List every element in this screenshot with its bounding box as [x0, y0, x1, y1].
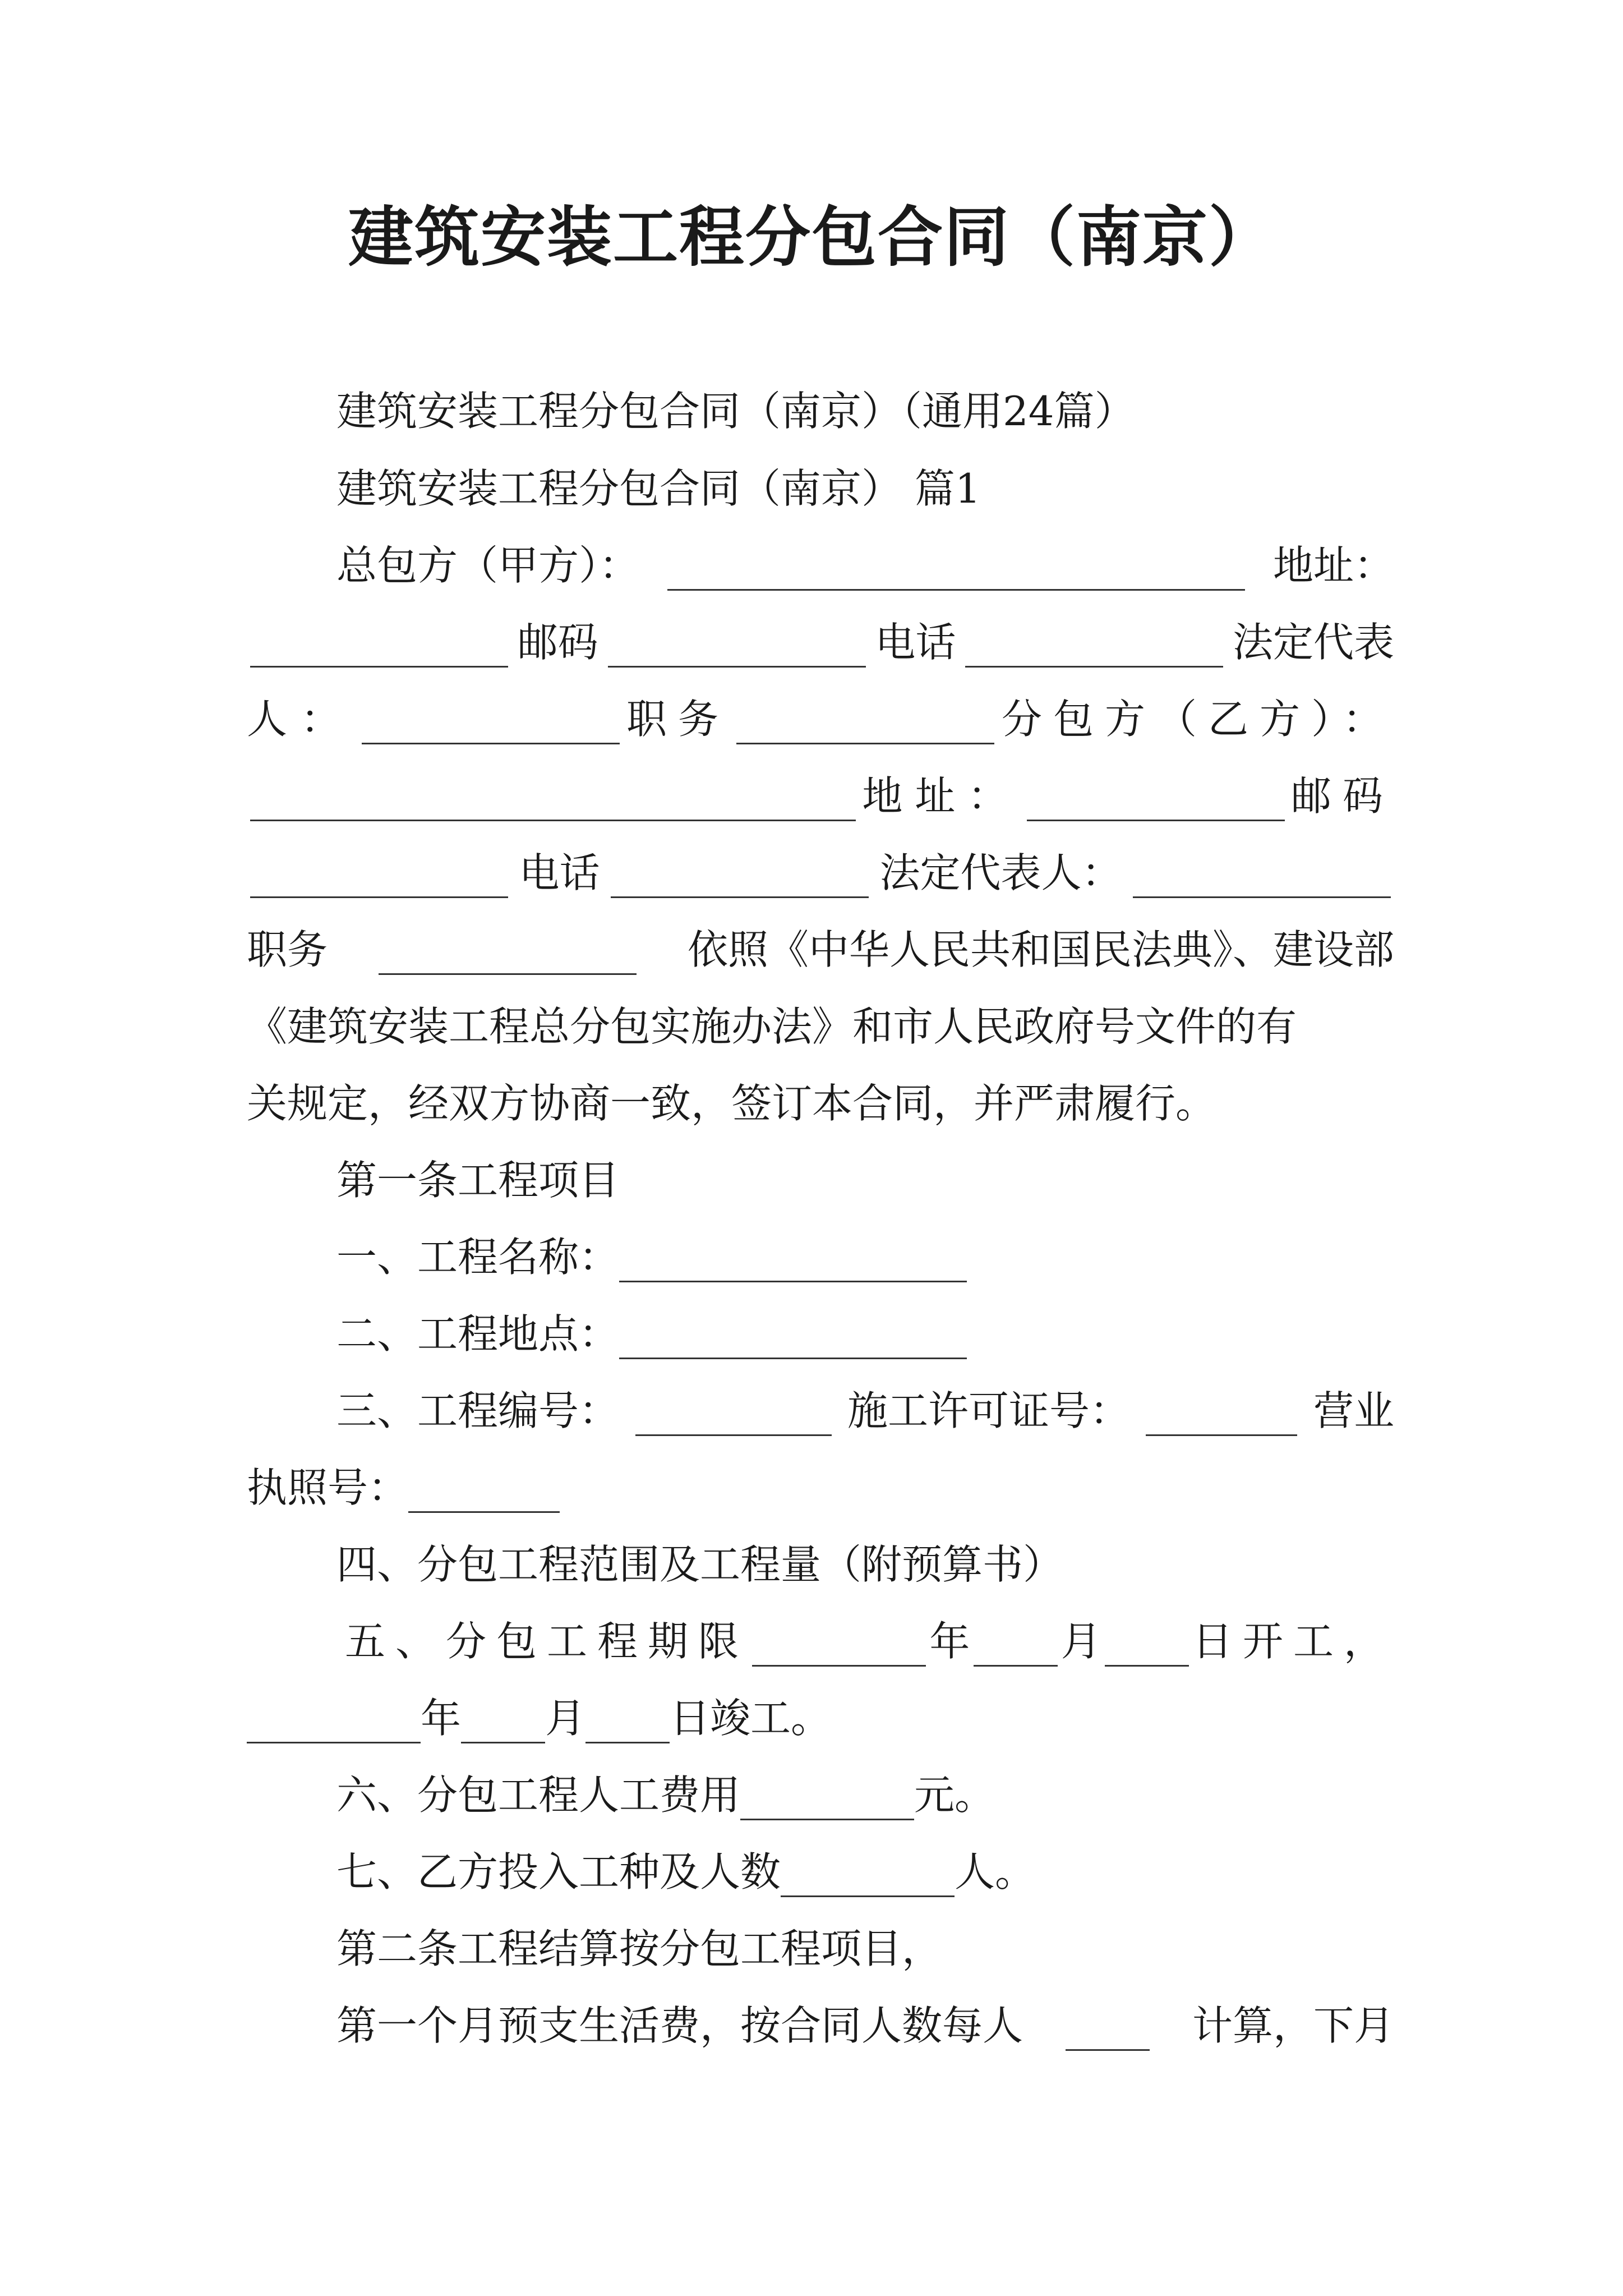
- completion-line: [247, 1693, 831, 1743]
- party-a-label: 总包方（甲方）：: [336, 542, 640, 589]
- party-a-line: [336, 540, 1394, 591]
- party-a-rep-field[interactable]: [362, 703, 620, 744]
- end-month-label: 月: [545, 1695, 586, 1742]
- party-b-address-label: 地址：: [862, 772, 1021, 820]
- labor-cost-line: [336, 1770, 995, 1820]
- project-number-line: [336, 1386, 1394, 1436]
- document-title: 建筑安装工程分包合同（南京）: [348, 199, 1275, 275]
- period-line: [345, 1616, 1394, 1667]
- legal-basis-text-3: 关规定，经双方协商一致，签订本合同，并严肃履行。: [247, 1080, 1216, 1127]
- labor-cost-field[interactable]: [740, 1779, 914, 1820]
- project-location-field[interactable]: [619, 1318, 967, 1359]
- scope-line: 四、分包工程范围及工程量（附预算书）: [336, 1541, 1064, 1588]
- start-month-label: 月: [1061, 1618, 1101, 1665]
- party-b-contact-line: [247, 848, 1394, 898]
- legal-basis-text-cont: [247, 1001, 1394, 1052]
- business-license-line: [247, 1462, 560, 1513]
- party-b-label: 分包方（乙方）：: [1001, 696, 1394, 743]
- legal-basis-text-2: 《建筑安装工程总分包实施办法》和市人民政府号文件的有: [247, 1003, 1297, 1050]
- phone-label: 电话: [875, 619, 956, 666]
- postcode-label: 邮码: [517, 619, 598, 666]
- party-a-rep-line: [247, 694, 1394, 744]
- living-expense-field[interactable]: [1066, 2010, 1150, 2051]
- party-a-address-field[interactable]: [250, 627, 508, 668]
- party-b-phone-label: 电话: [519, 849, 600, 896]
- article-2-heading: 第二条工程结算按分包工程项目，: [336, 1925, 943, 1972]
- party-a-position-field[interactable]: [736, 703, 994, 744]
- business-license-label: 营业: [1313, 1387, 1394, 1434]
- position-label: 职务: [626, 696, 730, 743]
- workers-field[interactable]: [781, 1856, 955, 1897]
- workers-line: [336, 1847, 1035, 1897]
- party-a-phone-field[interactable]: [965, 627, 1223, 668]
- start-year-label: 年: [929, 1618, 970, 1665]
- end-month-field[interactable]: [461, 1703, 545, 1743]
- permit-number-label: 施工许可证号：: [847, 1387, 1130, 1434]
- legal-rep-label-cont: 人：: [247, 696, 355, 743]
- address-label: 地址：: [1272, 542, 1394, 589]
- workers-label: 七、乙方投入工种及人数: [336, 1848, 781, 1895]
- start-day-label: 日开工，: [1192, 1618, 1394, 1665]
- legal-basis-text: 依照《中华人民共和国民法典》、建设部: [687, 926, 1394, 973]
- legal-rep-label: 法定代表: [1232, 619, 1394, 666]
- end-year-label: 年: [421, 1695, 462, 1742]
- party-a-name-field[interactable]: [667, 550, 1245, 591]
- business-license-field[interactable]: [408, 1472, 560, 1513]
- party-b-address-line: [247, 771, 1394, 821]
- project-name-label: 一、工程名称：: [336, 1234, 620, 1281]
- party-a-contact-line: [247, 617, 1394, 668]
- start-year-field[interactable]: [752, 1626, 926, 1667]
- legal-basis-line: [247, 924, 1394, 975]
- start-month-field[interactable]: [974, 1626, 1058, 1667]
- section-heading: 建筑安装工程分包合同（南京） 篇1: [336, 465, 981, 512]
- party-b-postcode-field[interactable]: [250, 857, 508, 898]
- end-year-field[interactable]: [247, 1703, 421, 1743]
- living-expense-text: 第一个月预支生活费，按合同人数每人: [336, 2002, 1023, 2049]
- living-expense-text-2: 计算，下月: [1192, 2002, 1394, 2049]
- collection-title: 建筑安装工程分包合同（南京）（通用24篇）: [336, 388, 1135, 435]
- labor-cost-label: 六、分包工程人工费用: [336, 1772, 741, 1819]
- business-license-label-cont: 执照号：: [247, 1464, 409, 1511]
- project-name-field[interactable]: [619, 1241, 967, 1282]
- party-b-position-label: 职务: [247, 926, 328, 973]
- party-b-name-field[interactable]: [250, 780, 856, 821]
- party-b-legal-rep-label: 法定代表人：: [879, 849, 1122, 896]
- workers-unit: 人。: [955, 1848, 1036, 1895]
- period-label: 五、分包工程期限: [345, 1618, 749, 1665]
- end-day-label: 日竣工。: [670, 1695, 832, 1742]
- permit-number-field[interactable]: [1146, 1395, 1297, 1436]
- project-location-line: [336, 1309, 967, 1359]
- living-expense-line: [336, 2000, 1394, 2051]
- start-day-field[interactable]: [1105, 1626, 1189, 1667]
- project-location-label: 二、工程地点：: [336, 1310, 620, 1358]
- labor-cost-unit: 元。: [914, 1772, 995, 1819]
- end-day-field[interactable]: [585, 1703, 670, 1743]
- party-b-phone-field[interactable]: [611, 857, 869, 898]
- project-number-label: 三、工程编号：: [336, 1387, 620, 1434]
- party-b-address-field[interactable]: [1027, 780, 1285, 821]
- project-name-line: [336, 1232, 967, 1282]
- party-b-position-field[interactable]: [379, 934, 637, 975]
- party-b-postcode-label: 邮码: [1290, 772, 1394, 820]
- party-a-postcode-field[interactable]: [608, 627, 866, 668]
- project-number-field[interactable]: [635, 1395, 832, 1436]
- article-1-heading: 第一条工程项目: [336, 1157, 620, 1204]
- party-b-rep-field[interactable]: [1133, 857, 1391, 898]
